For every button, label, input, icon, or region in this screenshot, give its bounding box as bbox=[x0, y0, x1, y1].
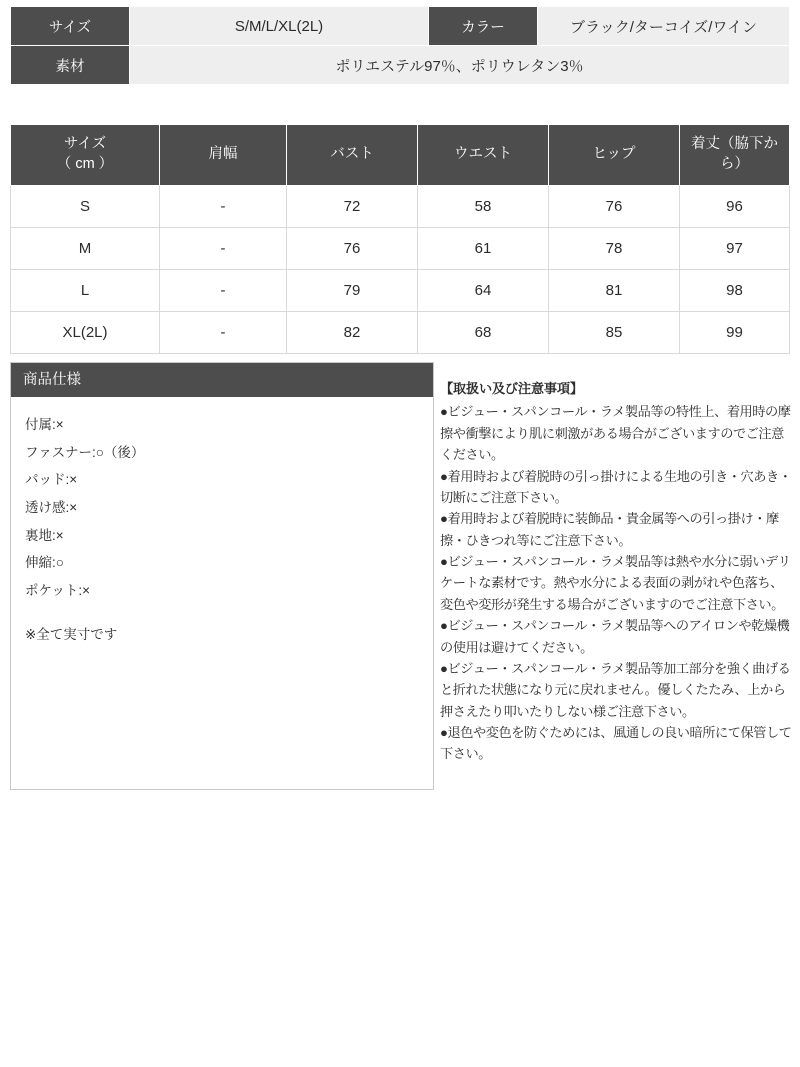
table-row bbox=[11, 312, 790, 354]
product-spec-note: ※全て実寸です bbox=[25, 626, 118, 642]
size-cell: L bbox=[11, 270, 160, 312]
size-cell: 85 bbox=[549, 312, 680, 354]
notes-item: ●ビジュー・スパンコール・ラメ製品等の特性上、着用時の摩擦や衝撃により肌に刺激がある場合がございますのでご注意ください。 bbox=[440, 404, 791, 463]
list-item: 裏地:× bbox=[25, 527, 64, 543]
size-cell: 76 bbox=[549, 186, 680, 228]
list-item: 付属:× bbox=[25, 417, 64, 432]
size-cell: S bbox=[11, 186, 160, 228]
size-cell: 78 bbox=[549, 228, 680, 270]
size-cell: 98 bbox=[680, 270, 790, 312]
list-item: 伸縮:○ bbox=[25, 555, 64, 571]
list-item: パッド:× bbox=[25, 472, 78, 488]
size-cell: 97 bbox=[680, 228, 790, 270]
size-chart-header-waist: ウエスト bbox=[418, 125, 549, 186]
size-cell: - bbox=[160, 312, 287, 354]
size-cell: 96 bbox=[680, 186, 790, 228]
size-cell: - bbox=[160, 186, 287, 228]
size-cell: 61 bbox=[418, 228, 549, 270]
list-item: ファスナー:○（後） bbox=[25, 444, 145, 460]
spec-row-material bbox=[11, 46, 790, 85]
notes-item: ●着用時および着脱時に装飾品・貴金属等への引っ掛け・摩擦・ひきつれ等にご注意下さい。 bbox=[440, 511, 779, 548]
size-chart-header-hip: ヒップ bbox=[549, 125, 680, 186]
notes-item: ●退色や変色を防ぐためには、風通しの良い暗所にて保管して下さい。 bbox=[440, 725, 792, 762]
spec-table-body bbox=[11, 7, 790, 85]
spec-table bbox=[10, 6, 790, 85]
product-spec-panel bbox=[10, 362, 434, 790]
notes-item: ●着用時および着脱時の引っ掛けによる生地の引き・穴あき・切断にご注意下さい。 bbox=[440, 468, 792, 505]
size-cell: 72 bbox=[287, 186, 418, 228]
size-chart-table bbox=[10, 124, 790, 354]
size-chart-header-bust: バスト bbox=[287, 125, 418, 186]
table-row bbox=[11, 228, 790, 270]
size-cell: 76 bbox=[287, 228, 418, 270]
notes-title: 【取扱い及び注意事項】 bbox=[440, 381, 583, 396]
spec-value-color: ブラック/ターコイズ/ワイン bbox=[538, 7, 790, 46]
notes-item: ●ビジュー・スパンコール・ラメ製品等加工部分を強く曲げると折れた状態になり元に戻れません。優しくたたみ、上から押さえたり叩いたりしない様ご注意下さい。 bbox=[440, 660, 791, 719]
table-row bbox=[11, 270, 790, 312]
size-chart-header-length: 着丈（脇下から） bbox=[680, 125, 790, 186]
size-chart-header-size bbox=[11, 125, 160, 186]
size-chart-header-size-line1: サイズ bbox=[63, 136, 107, 153]
size-cell: - bbox=[160, 228, 287, 270]
size-cell: - bbox=[160, 270, 287, 312]
size-cell: M bbox=[11, 228, 160, 270]
table-row bbox=[11, 186, 790, 228]
size-cell: 99 bbox=[680, 312, 790, 354]
size-cell: 58 bbox=[418, 186, 549, 228]
notes-item: ●ビジュー・スパンコール・ラメ製品等へのアイロンや乾燥機の使用は避けてください。 bbox=[440, 618, 790, 655]
list-item: ポケット:× bbox=[25, 583, 90, 599]
size-chart-body bbox=[11, 186, 790, 354]
size-chart-header-size-line2: （ cm ） bbox=[56, 156, 114, 172]
spec-row-size bbox=[11, 7, 790, 46]
notes-panel bbox=[440, 378, 792, 765]
spec-label-size: サイズ bbox=[11, 7, 130, 46]
size-chart-head bbox=[11, 125, 790, 186]
size-cell: 64 bbox=[418, 270, 549, 312]
notes-item: ●ビジュー・スパンコール・ラメ製品等は熱や水分に弱いデリケートな素材です。熱や水分による表面の剥がれや色落ち、変色や変形が発生する場合がございますのでご注意下さい。 bbox=[440, 554, 791, 612]
spec-label-color: カラー bbox=[429, 7, 538, 46]
list-item: 透け感:× bbox=[25, 500, 78, 516]
size-cell: XL(2L) bbox=[11, 312, 160, 354]
spec-value-size: S/M/L/XL(2L) bbox=[130, 7, 429, 46]
size-chart-header-row bbox=[11, 125, 790, 186]
size-cell: 81 bbox=[549, 270, 680, 312]
product-spec-header: 商品仕様 bbox=[11, 363, 433, 397]
spec-label-material: 素材 bbox=[11, 46, 130, 85]
product-spec-body bbox=[11, 397, 433, 648]
size-chart-header-shoulder: 肩幅 bbox=[160, 125, 287, 186]
size-cell: 79 bbox=[287, 270, 418, 312]
spec-value-material: ポリエステル97％、ポリウレタン3％ bbox=[130, 46, 790, 85]
size-cell: 82 bbox=[287, 312, 418, 354]
size-cell: 68 bbox=[418, 312, 549, 354]
